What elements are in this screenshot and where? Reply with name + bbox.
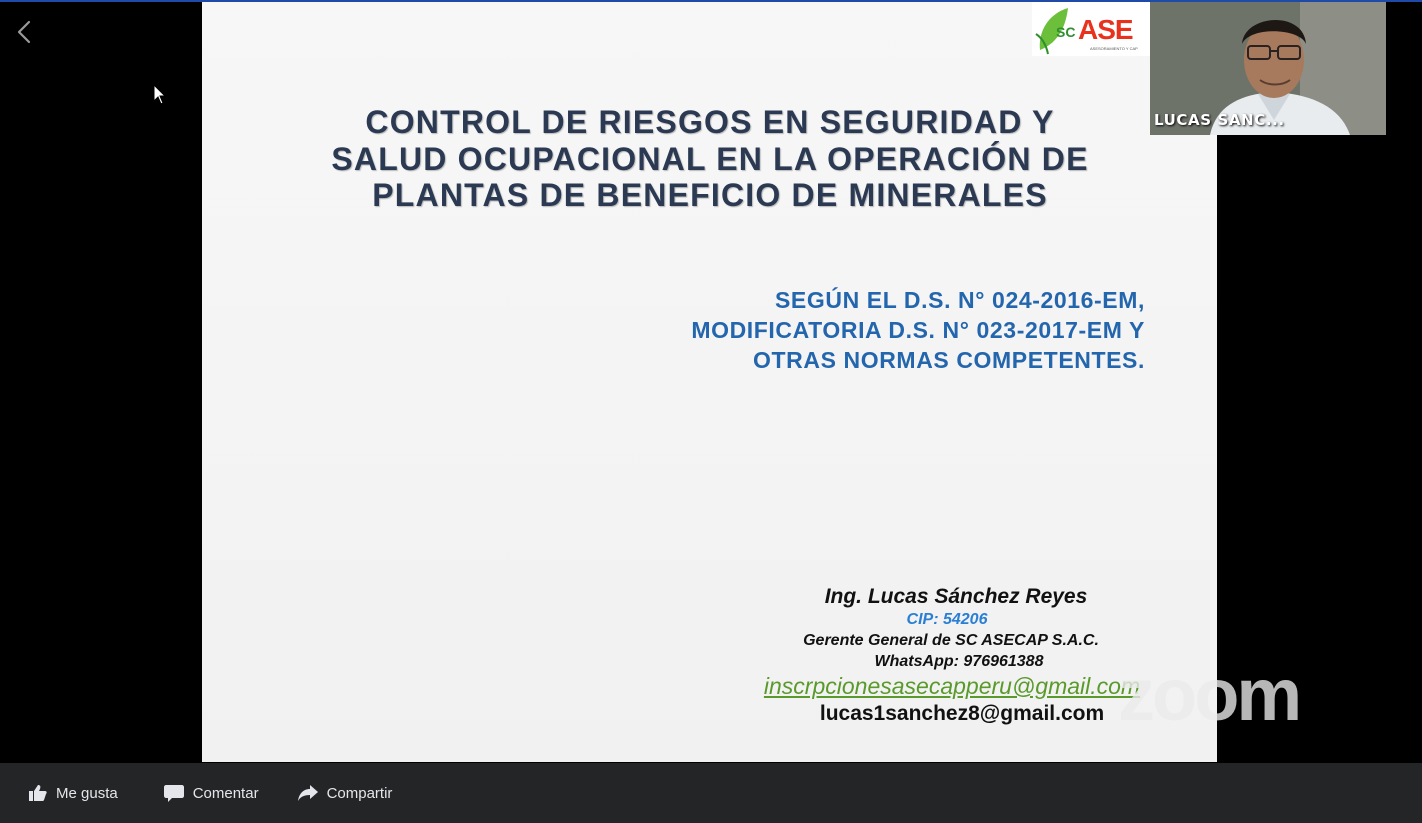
comment-icon [163,783,185,803]
mouse-pointer-icon [153,84,167,106]
slide-title-line: SALUD OCUPACIONAL EN LA OPERACIÓN DE [331,140,1089,177]
presenter-role: Gerente General de SC ASECAP S.A.C. [803,632,1099,649]
zoom-watermark: zoom [1118,653,1300,736]
action-bar [0,763,1422,823]
chevron-left-icon [8,16,40,48]
slide-title-line: PLANTAS DE BENEFICIO DE MINERALES [372,177,1048,213]
share-arrow-icon [297,784,319,802]
logo-text: ASE [1078,14,1133,45]
like-button[interactable] [28,784,118,802]
presenter-cip: CIP: 54206 [906,611,988,628]
slide-subtitle [560,285,1145,375]
like-label: Me gusta [56,784,118,802]
slide-subtitle-line: MODIFICATORIA D.S. N° 023-2017-EM Y [691,317,1145,343]
slide-title-line: CONTROL DE RIESGOS EN SEGURIDAD Y [365,104,1055,140]
presenter-email: lucas1sanchez8@gmail.com [819,702,1105,725]
comment-label: Comentar [192,784,259,802]
comment-button[interactable] [163,783,259,803]
participant-video-tile[interactable] [1150,2,1386,135]
thumbs-up-icon [28,784,48,802]
back-button[interactable] [8,16,40,48]
presenter-email-link[interactable]: inscrpcionesasecapperu@gmail.com [763,673,1141,699]
presenter-info [740,584,1150,727]
logo-sc-text: SC [1056,24,1076,40]
slide-subtitle-line: SEGÚN EL D.S. N° 024-2016-EM, [774,287,1145,313]
slide-subtitle-line: OTRAS NORMAS COMPETENTES. [753,347,1145,373]
logo-subtext: ASESORAMIENTO Y CAP [1090,46,1138,51]
share-button[interactable] [297,784,393,802]
presenter-name: Ing. Lucas Sánchez Reyes [824,585,1088,608]
asecap-logo [1032,2,1150,56]
slide-title [262,104,1158,214]
participant-name: LUCAS SANC... [1154,111,1285,129]
share-label: Compartir [326,784,393,802]
presenter-whatsapp: WhatsApp: 976961388 [874,653,1044,670]
